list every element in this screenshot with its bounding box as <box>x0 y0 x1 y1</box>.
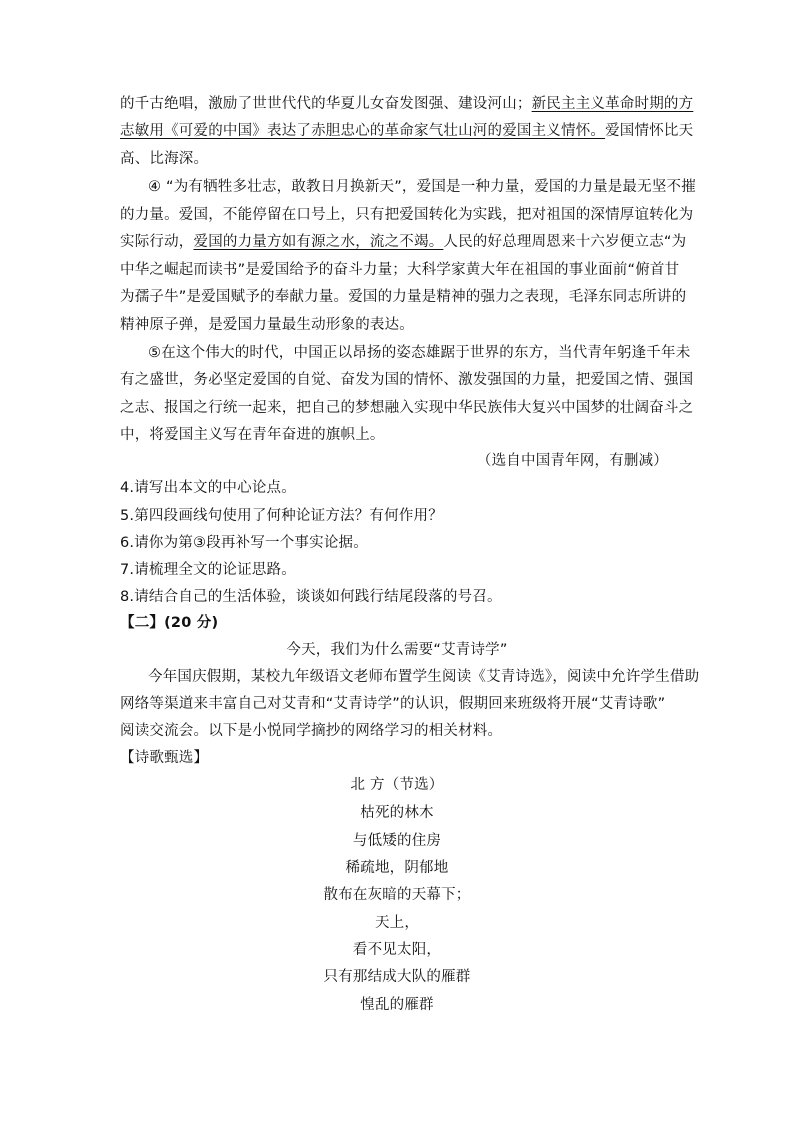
p4-line-5: 为孺子牛”是爱国赋予的奉献力量。爱国的力量是精神的强力之表现，毛泽东同志所讲的 <box>120 289 687 305</box>
poem-line: 只有那结成大队的雁群 <box>323 969 471 985</box>
underlined-sentence: 爱国的力量方如有源之水，流之不竭。 <box>193 234 444 250</box>
intro-line-1: 今年国庆假期，某校九年级语文老师布置学生阅读《艾青诗选》，阅读中允许学生借助 <box>148 669 700 685</box>
poem-title: 北 方（节选） <box>350 777 444 793</box>
section-2-title: 今天，我们为什么需要“艾青诗学” <box>286 642 508 658</box>
poem-line: 枯死的林木 <box>360 805 434 821</box>
p4-text: 人民的好总理周恩来十六岁便立志“为 <box>443 234 687 250</box>
underlined-sentence: 志敏用《可爱的中国》表达了赤胆忠心的革命家气壮山河的爱国主义情怀。 <box>120 123 606 139</box>
section-2-header: 【二】(20 分) <box>120 615 219 631</box>
poem-line: 惶乱的雁群 <box>360 997 434 1013</box>
question-6: 6.请你为第③段再补写一个事实论据。 <box>120 535 368 551</box>
intro-line-3: 阅读交流会。以下是小悦同学摘抄的网络学习的相关材料。 <box>120 723 503 739</box>
p3-text: 的千古绝唱，激励了世世代代的华夏儿女奋发图强、建设河山； <box>120 96 532 112</box>
poem-line: 与低矮的住房 <box>352 833 442 849</box>
p4-text: 实际行动， <box>120 234 194 250</box>
p3-line-2 <box>120 121 693 141</box>
question-7: 7.请梳理全文的论证思路。 <box>120 562 296 578</box>
source-note: （选自中国青年网，有删减） <box>476 453 668 469</box>
p3-text: 爱国情怀比天 <box>605 123 694 139</box>
question-8: 8.请结合自己的生活体验，谈谈如何践行结尾段落的号召。 <box>120 589 502 605</box>
p5-line-3: 之志、报国之行统一起来，把自己的梦想融入实现中华民族伟大复兴中国梦的壮阔奋斗之 <box>120 400 694 416</box>
underlined-sentence: 新民主主义革命时期的方 <box>531 96 694 112</box>
intro-line-2: 网络等渠道来丰富自己对艾青和“艾青诗学”的认识，假期回来班级将开展“艾青诗歌” <box>120 696 666 712</box>
poem-line: 看不见太阳， <box>352 942 442 958</box>
poem-line: 散布在灰暗的天幕下； <box>323 887 471 903</box>
p4-line-6: 精神原子弹，是爱国力量最生动形象的表达。 <box>120 317 414 333</box>
p4-line-1: ④ “为有牺牲多壮志，敢教日月换新天”，爱国是一种力量，爱国的力量是最无坚不摧 <box>148 179 696 195</box>
p3-line-3: 高、比海深。 <box>120 151 209 167</box>
p4-line-4: 中华之崛起而读书”是爱国给予的奋斗力量；大科学家黄大年在祖国的事业面前“俯首甘 <box>120 262 680 278</box>
question-5: 5.第四段画线句使用了何种论证方法？有何作用？ <box>120 508 443 524</box>
p5-line-2: 有之盛世，务必坚定爱国的自觉、奋发为国的情怀、激发强国的力量，把爱国之情、强国 <box>120 372 694 388</box>
p4-line-3 <box>120 232 686 252</box>
p5-line-4: 中，将爱国主义写在青年奋进的旗帜上。 <box>120 427 385 443</box>
p5-line-1: ⑤在这个伟大的时代，中国正以昂扬的姿态雄踞于世界的东方，当代青年躬逢千年未 <box>148 345 691 361</box>
poem-line: 稀疏地，阴郁地 <box>345 860 449 876</box>
poem-line: 天上， <box>374 915 420 931</box>
question-4: 4.请写出本文的中心论点。 <box>120 480 296 496</box>
poem-section-header: 【诗歌甄选】 <box>120 750 209 766</box>
p4-line-2: 的力量。爱国，不能停留在口号上，只有把爱国转化为实践，把对祖国的深情厚谊转化为 <box>120 207 694 223</box>
p3-line-1 <box>120 94 693 114</box>
